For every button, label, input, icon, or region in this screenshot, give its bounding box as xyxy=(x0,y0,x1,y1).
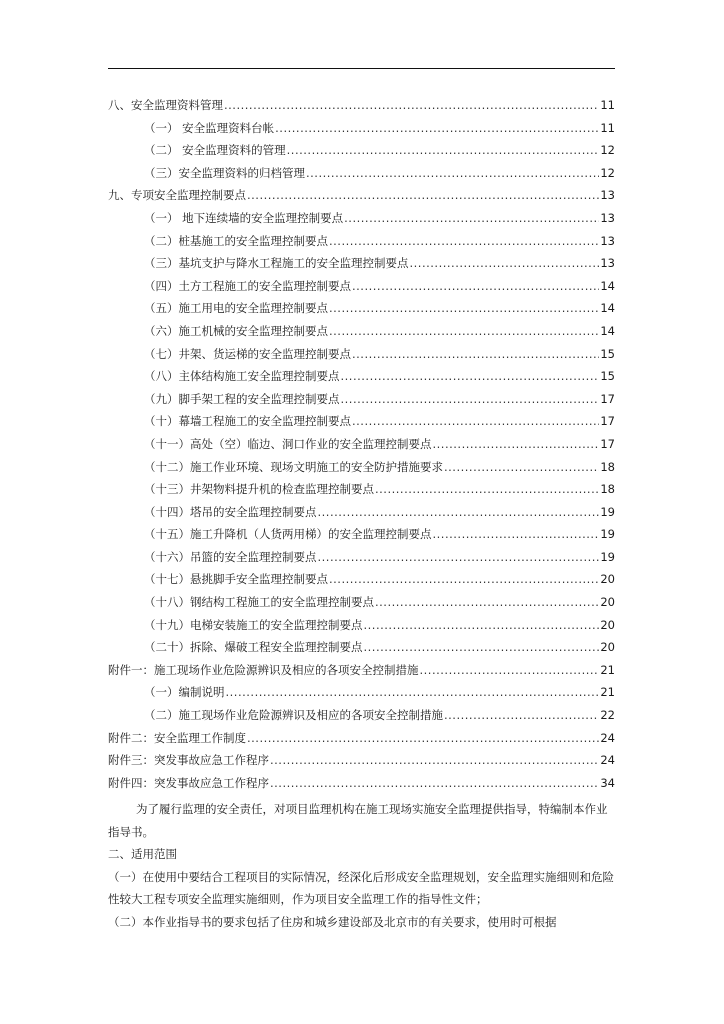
toc-entry-page: 24 xyxy=(600,730,615,745)
toc-entry-page: 20 xyxy=(600,640,615,655)
toc-entry[interactable] xyxy=(108,639,615,662)
toc-entry-page: 21 xyxy=(600,662,615,677)
toc-leader-dots xyxy=(226,685,600,699)
toc-entry-page: 11 xyxy=(600,98,615,112)
toc-entry-page: 12 xyxy=(600,143,615,158)
toc-leader-dots xyxy=(270,753,599,767)
toc-entry-label: （八）主体结构施工安全监理控制要点 xyxy=(144,369,340,384)
toc-entry-page: 20 xyxy=(600,572,615,587)
toc-entry-label: （十三）井架物料提升机的检查监理控制要点 xyxy=(144,482,374,497)
toc-entry-label: 附件一：施工现场作业危险源辨识及相应的各项安全控制措施 xyxy=(108,662,419,677)
toc-entry-label: （十一）高处（空）临边、洞口作业的安全监理控制要点 xyxy=(144,436,432,451)
toc-entry-page: 19 xyxy=(600,549,615,564)
toc-entry-label: （五）施工用电的安全监理控制要点 xyxy=(144,301,328,316)
toc-entry-page: 17 xyxy=(600,436,615,451)
toc-leader-dots xyxy=(270,776,599,790)
toc-entry[interactable] xyxy=(108,730,615,753)
toc-leader-dots xyxy=(410,256,600,270)
toc-entry-page: 13 xyxy=(600,188,615,203)
header-rule xyxy=(108,68,615,69)
toc-entry-page: 12 xyxy=(600,165,615,180)
toc-entry-label: （十五）施工升降机（人货两用梯）的安全监理控制要点 xyxy=(144,527,432,542)
toc-entry-page: 13 xyxy=(600,233,615,248)
toc-entry-label: （六）施工机械的安全监理控制要点 xyxy=(144,323,328,338)
toc-entry-label: （一）编制说明 xyxy=(144,685,225,700)
toc-entry[interactable] xyxy=(108,526,615,549)
scope-item-2: （二）本作业指导书的要求包括了住房和城乡建设部及北京市的有关要求，使用时可根据 xyxy=(108,914,557,929)
toc-entry-page: 24 xyxy=(600,753,615,768)
toc-entry-page: 21 xyxy=(600,685,615,700)
toc-leader-dots xyxy=(341,392,600,406)
toc-entry-page: 18 xyxy=(600,459,615,474)
toc-entry[interactable] xyxy=(108,255,615,278)
toc-leader-dots xyxy=(444,708,599,722)
toc-entry[interactable] xyxy=(108,775,615,798)
toc-leader-dots xyxy=(364,618,600,632)
intro-paragraph: 为了履行监理的安全责任，对项目监理机构在施工现场实施安全监理提供指导，特编制本作业指导书。 xyxy=(108,802,608,839)
toc-entry-label: （七）井架、货运梯的安全监理控制要点 xyxy=(144,346,351,361)
toc-entry[interactable] xyxy=(108,323,615,346)
toc-entry-label: （三）安全监理资料的归档管理 xyxy=(144,165,305,180)
toc-leader-dots xyxy=(352,279,599,293)
toc-entry-label: （十七）悬挑脚手安全监理控制要点 xyxy=(144,572,328,587)
toc-entry-label: （十六）吊篮的安全监理控制要点 xyxy=(144,549,317,564)
toc-leader-dots xyxy=(247,188,599,202)
toc-entry-label: （十二）施工作业环境、现场文明施工的安全防护措施要求 xyxy=(144,459,443,474)
toc-entry-page: 20 xyxy=(600,595,615,610)
toc-entry[interactable] xyxy=(108,684,615,707)
table-of-contents xyxy=(108,97,615,797)
toc-entry-label: （四）土方工程施工的安全监理控制要点 xyxy=(144,278,351,293)
toc-entry-label: （十四）塔吊的安全监理控制要点 xyxy=(144,504,317,519)
toc-leader-dots xyxy=(433,527,600,541)
toc-entry-page: 13 xyxy=(600,256,615,271)
toc-leader-dots xyxy=(318,550,600,564)
toc-entry-page: 15 xyxy=(600,346,615,361)
toc-entry-label: （十九）电梯安装施工的安全监理控制要点 xyxy=(144,617,363,632)
toc-entry[interactable] xyxy=(108,413,615,436)
toc-entry-page: 11 xyxy=(600,120,615,135)
toc-entry[interactable] xyxy=(108,233,615,256)
toc-entry-label: 附件二：安全监理工作制度 xyxy=(108,730,246,745)
toc-leader-dots xyxy=(329,301,599,315)
toc-leader-dots xyxy=(352,347,599,361)
toc-entry[interactable] xyxy=(108,549,615,572)
toc-entry-page: 14 xyxy=(600,301,615,316)
toc-entry[interactable] xyxy=(108,97,615,120)
toc-entry-label: （二十）拆除、爆破工程安全监理控制要点 xyxy=(144,640,363,655)
toc-entry-label: （二）桩基施工的安全监理控制要点 xyxy=(144,233,328,248)
toc-leader-dots xyxy=(275,121,599,135)
toc-entry-page: 13 xyxy=(600,210,615,225)
toc-entry-label: （十八）钢结构工程施工的安全监理控制要点 xyxy=(144,595,374,610)
toc-leader-dots xyxy=(306,166,599,180)
toc-entry-label: （一） 安全监理资料台帐 xyxy=(144,120,275,135)
toc-leader-dots xyxy=(375,595,599,609)
toc-entry-page: 20 xyxy=(600,617,615,632)
toc-leader-dots xyxy=(444,460,599,474)
toc-leader-dots xyxy=(420,663,600,677)
toc-entry-label: （二） 安全监理资料的管理 xyxy=(144,143,286,158)
toc-leader-dots xyxy=(341,369,600,383)
toc-leader-dots xyxy=(352,414,599,428)
toc-entry-page: 19 xyxy=(600,504,615,519)
toc-entry[interactable] xyxy=(108,210,615,233)
toc-entry[interactable] xyxy=(108,436,615,459)
toc-entry[interactable] xyxy=(108,459,615,482)
toc-entry[interactable] xyxy=(108,662,615,685)
toc-entry-label: （九）脚手架工程的安全监理控制要点 xyxy=(144,391,340,406)
toc-leader-dots xyxy=(224,98,599,112)
toc-entry-page: 17 xyxy=(600,391,615,406)
toc-leader-dots xyxy=(329,234,599,248)
toc-entry[interactable] xyxy=(108,707,615,730)
toc-entry[interactable] xyxy=(108,278,615,301)
scope-item-1: （一）在使用中要结合工程项目的实际情况，经深化后形成安全监理规划，安全监理实施细则和危险性较大工程专项安全监理实施细则，作为项目安全监理工作的指导性文件； xyxy=(108,869,614,907)
toc-entry-label: （一） 地下连续墙的安全监理控制要点 xyxy=(144,210,344,225)
toc-leader-dots xyxy=(287,143,600,157)
toc-entry[interactable] xyxy=(108,346,615,369)
toc-entry-label: （二）施工现场作业危险源辨识及相应的各项安全控制措施 xyxy=(144,708,443,723)
toc-entry[interactable] xyxy=(108,120,615,143)
section-heading: 二、适用范围 xyxy=(108,847,177,862)
toc-entry-label: 附件四：突发事故应急工作程序 xyxy=(108,775,269,790)
toc-leader-dots xyxy=(344,211,599,225)
toc-entry-page: 14 xyxy=(600,278,615,293)
toc-entry-page: 15 xyxy=(600,369,615,384)
toc-leader-dots xyxy=(247,731,599,745)
toc-entry-label: （三）基坑支护与降水工程施工的安全监理控制要点 xyxy=(144,256,409,271)
toc-entry-page: 14 xyxy=(600,323,615,338)
toc-entry[interactable] xyxy=(108,481,615,504)
toc-entry[interactable] xyxy=(108,300,615,323)
toc-entry[interactable] xyxy=(108,142,615,165)
toc-entry-label: 附件三：突发事故应急工作程序 xyxy=(108,753,269,768)
toc-entry-page: 18 xyxy=(600,482,615,497)
toc-leader-dots xyxy=(375,482,599,496)
toc-entry[interactable] xyxy=(108,391,615,414)
body-text xyxy=(108,798,615,934)
toc-entry-label: 八、安全监理资料管理 xyxy=(108,98,223,112)
toc-entry[interactable] xyxy=(108,165,615,188)
toc-leader-dots xyxy=(318,505,600,519)
toc-entry-page: 34 xyxy=(600,775,615,790)
toc-entry[interactable] xyxy=(108,594,615,617)
toc-entry-label: 九、专项安全监理控制要点 xyxy=(108,188,246,203)
toc-leader-dots xyxy=(433,437,600,451)
toc-entry-page: 17 xyxy=(600,414,615,429)
toc-entry[interactable] xyxy=(108,368,615,391)
toc-entry-page: 19 xyxy=(600,527,615,542)
toc-entry[interactable] xyxy=(108,504,615,527)
toc-leader-dots xyxy=(329,572,599,586)
toc-entry-label: （十）幕墙工程施工的安全监理控制要点 xyxy=(144,414,351,429)
toc-entry[interactable] xyxy=(108,617,615,640)
toc-leader-dots xyxy=(329,324,599,338)
toc-entry[interactable] xyxy=(108,752,615,775)
toc-entry[interactable] xyxy=(108,187,615,210)
toc-entry[interactable] xyxy=(108,571,615,594)
toc-entry-page: 22 xyxy=(600,708,615,723)
toc-leader-dots xyxy=(364,640,600,654)
